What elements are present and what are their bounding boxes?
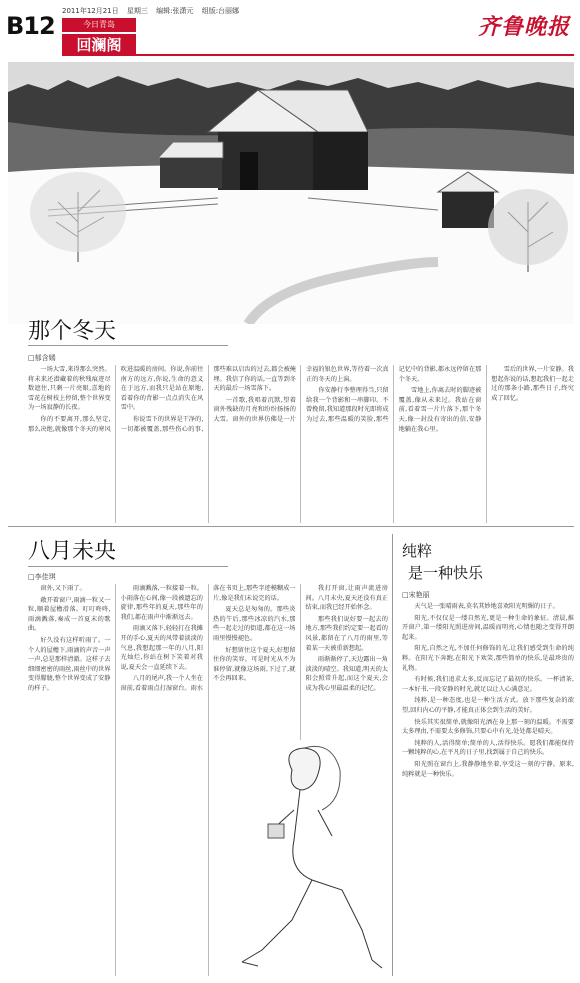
- paragraph: 夏天总是匆匆的。那些炎热的午后,那些冰凉的汽水,那些一起走过的街道,都在这一场雨里慢慢褪色。: [213, 606, 296, 642]
- article-purity: [402, 540, 483, 584]
- paragraph: 纯粹的人,活得简单;简单的人,活得快乐。愿我们都能保持一颗纯粹的心,在平凡的日子里,找到属于自己的快乐。: [402, 739, 574, 757]
- section-subtitle: 今日青岛: [62, 18, 136, 32]
- section-label: [62, 18, 136, 56]
- article-title-line2: 是一种快乐: [408, 564, 484, 582]
- paragraph: 阳光,自然之光,不加任何修饰的光,让我们感受到生命的纯粹。在阳光下奔跑,在阳光下欢笑,那些简单的快乐,是最珍贵的礼物。: [402, 645, 574, 672]
- paragraph: 天气是一张晴雨表,莫名其妙地喜欢阳光明媚的日子。: [414, 603, 559, 610]
- paragraph: 雨渐渐停了,天边露出一角淡淡的晴空。我知道,明天的太阳会照常升起,而这个夏天,会成为我心里最温柔的记忆。: [305, 656, 388, 692]
- paragraph: 好久没有这样听雨了。一个人的屋檐下,雨滴的声音一声一声,总是那样清澈。这样子去细细密密的雨丝,雨丝中的世界变得朦胧,整个世界变成了安静的样子。: [28, 636, 111, 692]
- issue-designer: 组版:台丽娜: [201, 7, 240, 15]
- issue-weekday: 星期三: [126, 7, 148, 15]
- article-body-that-winter: [28, 365, 574, 523]
- paragraph: 一首歌,我唱着沉默,望着窗外残缺的月亮和纷纷扬扬的大雪。窗外的世界仿佛是一片幸福的银色世界,等待着一次真正的冬天的上演。: [213, 366, 389, 423]
- newspaper-logo: 齐鲁晚报: [477, 14, 570, 40]
- paragraph: 敞开着窗户,雨滴一粒又一粒,顺着屋檐滑落。叮叮咚咚,雨滴溅落,奏成一首夏末的歌曲。: [28, 596, 111, 633]
- article-title: 那个冬天: [28, 319, 117, 344]
- paragraph: 你安静行李整理得当,只留给我一个背影和一串脚印。不曾挽留,我知道那段时光即将成为过去,那些温暖的笑脸,那些记忆中的背影,都永远停留在那个冬天。: [305, 366, 482, 423]
- article-byline: □宋艳丽: [402, 591, 430, 599]
- paragraph: 雪后的世界,一片安静。我想起你说的话,想起我们一起走过的那条小路,那些日子,终究成了回忆。: [491, 366, 574, 402]
- page-number: B12: [6, 12, 55, 40]
- paragraph: 窗外,又下雨了。: [40, 585, 86, 592]
- paragraph: 雪地上,你离去时的脚迹被覆盖,像从未来过。我站在窗前,看着雪一片片落下,那个冬天,像一封没有寄出的信,安静地躺在我心里。: [398, 387, 482, 433]
- woman-illustration: [222, 740, 388, 976]
- issue-line: [62, 6, 245, 16]
- winter-scene-svg: [8, 62, 574, 324]
- title-underline: [28, 566, 228, 567]
- masthead: [0, 0, 580, 58]
- paragraph: 雨滴又落下,轻轻打在我摊开的手心,夏天的风带着淡淡的气息,我想起那一年的八月,阳光灿烂,你站在树下笑着对我说,夏天会一直延续下去。: [120, 625, 203, 671]
- header-rule: [62, 54, 574, 56]
- paragraph: 纯粹,是一种态度,也是一种生活方式。放下那些复杂的欲望,回归内心的平静,才能真正体会到生活的美好。: [402, 697, 574, 714]
- article-body-purity: [402, 602, 574, 976]
- title-underline: [28, 345, 228, 346]
- issue-date: 2011年12月21日: [62, 7, 119, 15]
- paragraph: 你说雪下的世界是干净的,一切都被覆盖,那些伤心的事,那些难以启齿的过去,都会被掩埋。我信了你的话,一直等到冬天的最后一场雪落下。: [120, 366, 296, 433]
- paragraph: 八月的尾声,我一个人坐在窗前,看着雨点打湿窗台。雨水落在书页上,那些字迹模糊成一片,像是我们未说完的话。: [120, 585, 296, 692]
- paragraph: 阳光照在窗台上,我静静地坐着,享受这一刻的宁静。原来,纯粹就是一种快乐。: [402, 760, 574, 778]
- issue-editor: 编辑:张潇元: [156, 7, 194, 15]
- paragraph: 好想留住这个夏天,好想留住你的笑容。可是时光从不为谁停留,就像这场雨,下过了,就不会再回来。: [213, 646, 296, 683]
- paragraph: 雨滴溅落,一粒接着一粒。小雨落在心间,像一段被遗忘的旋律,那些年的夏天,那些年的我们,都在雨声中渐渐远去。: [120, 585, 203, 621]
- article-title: 八月未央: [28, 539, 117, 564]
- article-byline: □李佳琪: [28, 573, 56, 581]
- paragraph: 快乐其实很简单,就像阳光洒在身上那一刻的温暖。不需要太多理由,不需要太多修饰,只要心中有光,处处都是晴天。: [402, 718, 574, 736]
- woman-drawing-svg: [222, 740, 388, 976]
- paragraph: 一场大雪,来得那么突然。将未来还潜藏着的秋残痕迹尽数遮住,只剩一片亮眼,喜地的雪花在树枝上停留,整个世界变为一场寂静的长夜。: [28, 366, 111, 412]
- paragraph: 那些我们说好要一起去的地方,那些我们约定要一起看的风景,都留在了八月的雨里,等着某一天被重新想起。: [305, 615, 388, 652]
- paragraph: 你的不要离开,那么坚定,那么决绝,就像那个冬天的寒风吹进温暖的房间。你说,你前往南方的远方,你说,生命的意义在于远方,而我只是站在原地,看着你的背影一点点消失在风雪中。: [28, 366, 204, 433]
- article-august: [28, 534, 116, 565]
- winter-barn-photo: [8, 62, 574, 324]
- section-divider: [8, 526, 574, 527]
- column-divider: [392, 534, 393, 976]
- paragraph: 我打开窗,让雨声流进房间。八月未央,夏天还没有真正结束,而我已经开始怀念。: [305, 585, 388, 612]
- article-that-winter: [28, 314, 116, 345]
- article-title-line1: 纯粹: [402, 542, 433, 560]
- section-name: 回澜阁: [62, 34, 136, 56]
- paragraph: 有时候,我们追求太多,反而忘记了最初的快乐。一杯清茶,一本好书,一段安静的时光,就足以让人心满意足。: [402, 676, 574, 693]
- article-byline: □郁含嫣: [28, 354, 56, 362]
- paragraph: 阳光,不仅仅是一缕自然光,更是一种生命的象征。清晨,推开窗户,第一缕阳光照进房间,温暖而明亮,心情也随之变得开朗起来。: [402, 614, 574, 641]
